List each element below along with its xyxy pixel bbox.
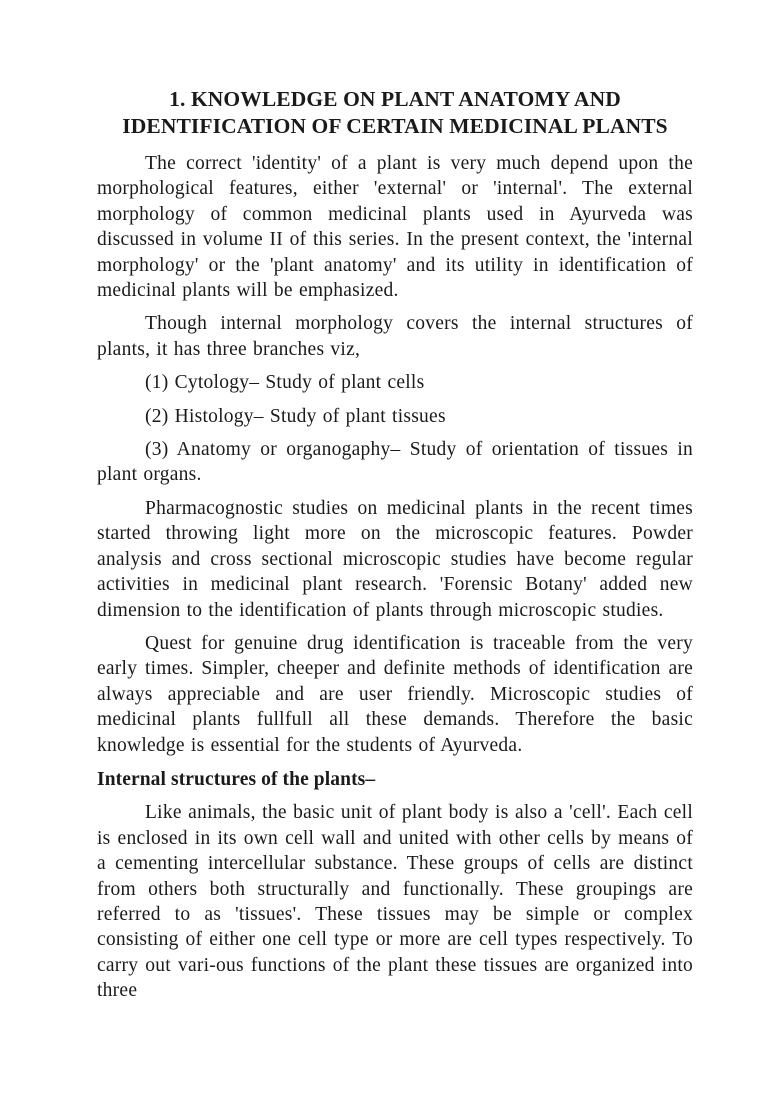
list-item-cytology: (1) Cytology– Study of plant cells [145, 372, 425, 394]
chapter-title-line-1: 1. KNOWLEDGE ON PLANT ANATOMY AND [169, 87, 621, 111]
list-item-histology: (2) Histology– Study of plant tissues [145, 405, 446, 427]
paragraph-cell: Like animals, the basic unit of plant body is also a 'cell'. Each cell is enclosed in its own cell wall and united with other cells by means of a cementing intercellular substance. These groups of cells are distinct from others both structurally and functionally. These groupings are referred to as 'tissues'. These tissues may be simple or complex consisting of either one cell type or more are cell types respectively. To carry out vari-ous functions of the plant these tissues are organized into three [97, 802, 693, 1002]
paragraph-pharmacognostic: Pharmacognostic studies on medicinal plants in the recent times started throwing light more on the microscopic features. Powder analysis and cross sectional microscopic studies have become regular activities in medicinal plant research. 'Forensic Botany' added new dimension to the identification of plants through microscopic studies. [97, 497, 693, 621]
list-item-anatomy: (3) Anatomy or organogaphy– Study of orientation of tissues in plant organs. [97, 439, 693, 486]
document-page [97, 86, 693, 1004]
paragraph-branches: Though internal morphology covers the internal structures of plants, it has three branches viz, [97, 313, 693, 360]
section-heading: Internal structures of the plants– [97, 768, 376, 790]
paragraph-intro: The correct 'identity' of a plant is very much depend upon the morphological features, either 'external' or 'internal'. The external morphology of common medicinal plants used in Ayurveda was discussed in volume II of this series. In the present context, the 'internal morphology' or the 'plant anatomy' and its utility in identification of medicinal plants will be emphasized. [97, 153, 693, 302]
chapter-title-line-2: IDENTIFICATION OF CERTAIN MEDICINAL PLANTS [122, 114, 668, 138]
chapter-title [97, 86, 693, 140]
paragraph-quest: Quest for genuine drug identification is traceable from the very early times. Simpler, cheeper and definite methods of identification are always appreciable and are user friendly. Microscopic studies of medicinal plants fullfull all these demands. Therefore the basic knowledge is essential for the students of Ayurveda. [97, 632, 693, 756]
